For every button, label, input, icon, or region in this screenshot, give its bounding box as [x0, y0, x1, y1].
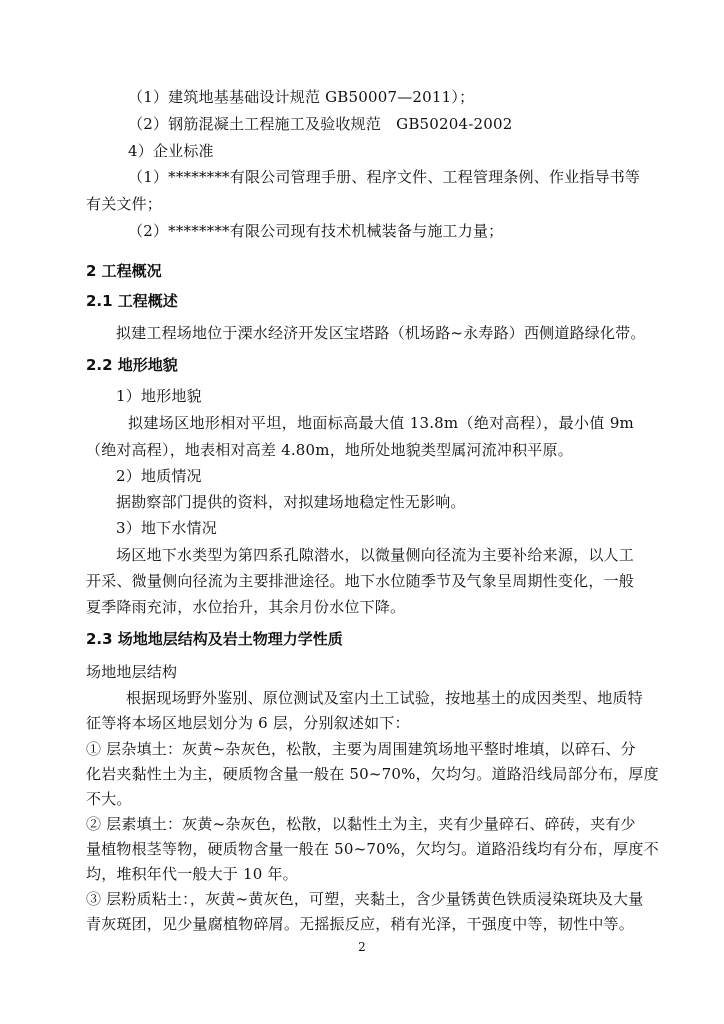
section-heading: 2.2 地形地貌: [86, 356, 178, 374]
text-line: ① 层杂填土：灰黄~杂灰色，松散，主要为周围建筑场地平整时堆填，以碎石、分: [86, 740, 636, 758]
text-line: 场区地下水类型为第四系孔隙潜水，以微量侧向径流为主要补给来源，以人工: [116, 546, 634, 564]
text-line: ② 层素填土：灰黄~杂灰色，松散，以黏性土为主，夹有少量碎石、碎砖，夹有少: [86, 815, 636, 833]
section-heading: 2.3 场地地层结构及岩土物理力学性质: [86, 630, 343, 648]
text-line: （1）建筑地基基础设计规范 GB50007—2011）；: [128, 88, 475, 106]
text-line: 有关文件；: [86, 195, 163, 213]
text-line: 量植物根茎等物，硬质物含量一般在 50~70%，欠均匀。道路沿线均有分布，厚度不: [86, 840, 659, 858]
text-line: 2）地质情况: [116, 467, 202, 485]
text-line: 青灰斑团，见少量腐植物碎屑。无摇振反应，稍有光泽，干强度中等，韧性中等。: [86, 915, 634, 933]
text-line: 夏季降雨充沛，水位抬升，其余月份水位下降。: [86, 598, 406, 616]
text-line: （1）********有限公司管理手册、程序文件、工程管理条例、作业指导书等: [128, 168, 641, 186]
text-line: 1）地形地貌: [116, 387, 202, 405]
section-heading: 2 工程概况: [86, 262, 162, 280]
text-line: 征等将本场区地层划分为 6 层，分别叙述如下：: [86, 714, 410, 732]
section-heading: 2.1 工程概述: [86, 292, 178, 310]
text-line: 场地地层结构: [86, 663, 178, 681]
text-line: （2）钢筋混凝土工程施工及验收规范 GB50204-2002: [128, 115, 513, 133]
text-line: 开采、微量侧向径流为主要排泄途径。地下水位随季节及气象呈周期性变化，一般: [86, 572, 634, 590]
text-line: ③ 层粉质粘土：，灰黄~黄灰色，可塑，夹黏土，含少量锈黄色铁质浸染斑块及大量: [86, 890, 644, 908]
text-line: 据勘察部门提供的资料，对拟建场地稳定性无影响。: [116, 493, 466, 511]
text-line: （2）********有限公司现有技术机械装备与施工力量；: [128, 222, 504, 240]
text-line: （绝对高程），地表相对高差 4.80m，地所处地貌类型属河流冲积平原。: [86, 441, 573, 459]
text-line: 3）地下水情况: [116, 519, 217, 537]
text-line: 根据现场野外鉴别、原位测试及室内土工试验，按地基土的成因类型、地质特: [126, 689, 643, 707]
text-line: 不大。: [86, 790, 132, 808]
text-line: 均，堆积年代一般大于 10 年。: [86, 865, 298, 883]
text-line: 化岩夹黏性土为主，硬质物含量一般在 50~70%，欠均匀。道路沿线局部分布，厚度: [86, 765, 659, 783]
text-line: 拟建工程场地位于溧水经济开发区宝塔路（机场路~永寿路）西侧道路绿化带。: [116, 324, 646, 342]
page-number: 2: [358, 940, 366, 954]
text-line: 拟建场区地形相对平坦，地面标高最大值 13.8m（绝对高程），最小值 9m: [128, 414, 634, 432]
text-line: 4）企业标准: [128, 142, 214, 160]
